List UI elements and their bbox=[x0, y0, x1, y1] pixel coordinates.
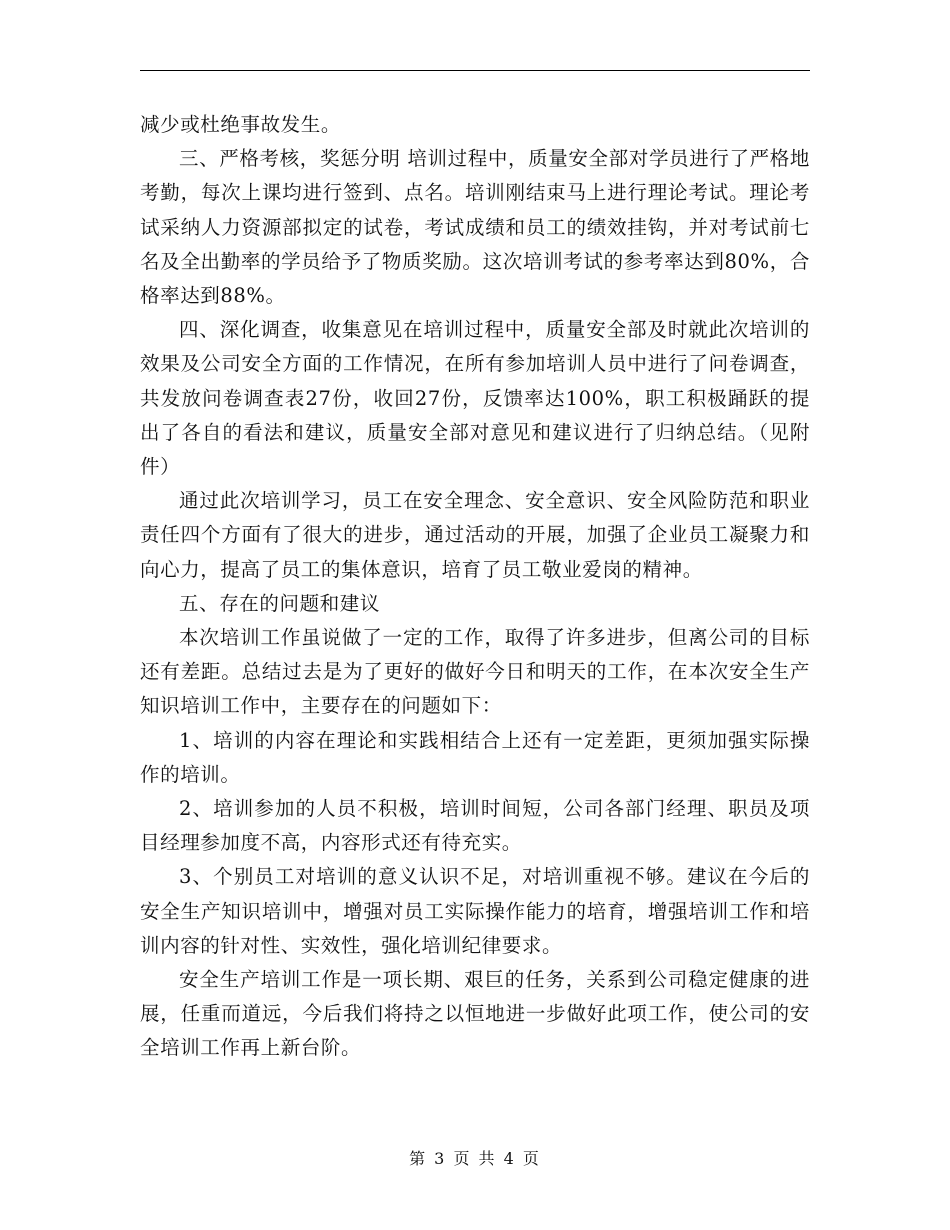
paragraph-section-4: 四、深化调查，收集意见在培训过程中，质量安全部及时就此次培训的效果及公司安全方面的工作情况，在所有参加培训人员中进行了问卷调查，共发放问卷调查表27份，收回27份，反馈率达100%，职工积极踊跃的提出了各自的看法和建议，质量安全部对意见和建议进行了归纳总结。（见附件） bbox=[140, 318, 810, 479]
header-rule bbox=[140, 70, 810, 71]
list-item-problem-2: 2、培训参加的人员不积极，培训时间短，公司各部门经理、职员及项目经理参加度不高，内容形式还有待充实。 bbox=[140, 797, 810, 855]
list-item-problem-1: 1、培训的内容在理论和实践相结合上还有一定差距，更须加强实际操作的培训。 bbox=[140, 728, 810, 786]
page-number-footer: 第 3 页 共 4 页 bbox=[409, 1149, 541, 1168]
section-5-heading: 五、存在的问题和建议 bbox=[179, 591, 381, 615]
paragraph-1: 减少或杜绝事故发生。 bbox=[140, 113, 342, 136]
paragraph-problems-intro: 本次培训工作虽说做了一定的工作，取得了许多进步，但离公司的目标还有差距。总结过去是为了更好的做好今日和明天的工作，在本次安全生产知识培训工作中，主要存在的问题如下： bbox=[140, 626, 810, 718]
list-item-problem-3: 3、个别员工对培训的意义认识不足，对培训重视不够。建议在今后的安全生产知识培训中，增强对员工实际操作能力的培育，增强培训工作和培训内容的针对性、实效性，强化培训纪律要求。 bbox=[140, 865, 810, 957]
paragraph-section-3: 三、严格考核，奖惩分明 培训过程中，质量安全部对学员进行了严格地考勤，每次上课均进行签到、点名。培训刚结束马上进行理论考试。理论考试采纳人力资源部拟定的试卷，考试成绩和员工的绩效挂钩，并对考试前七名及全出勤率的学员给予了物质奖励。这次培训考试的参考率达到80%，合格率达到88%。 bbox=[140, 147, 810, 308]
document-body bbox=[140, 108, 810, 1066]
paragraph-conclusion: 安全生产培训工作是一项长期、艰巨的任务，关系到公司稳定健康的进展，任重而道远，今后我们将持之以恒地进一步做好此项工作，使公司的安全培训工作再上新台阶。 bbox=[140, 968, 810, 1060]
paragraph-summary: 通过此次培训学习，员工在安全理念、安全意识、安全风险防范和职业责任四个方面有了很大的进步，通过活动的开展，加强了企业员工凝聚力和向心力，提高了员工的集体意识，培育了员工敬业爱岗的精神。 bbox=[140, 489, 810, 581]
